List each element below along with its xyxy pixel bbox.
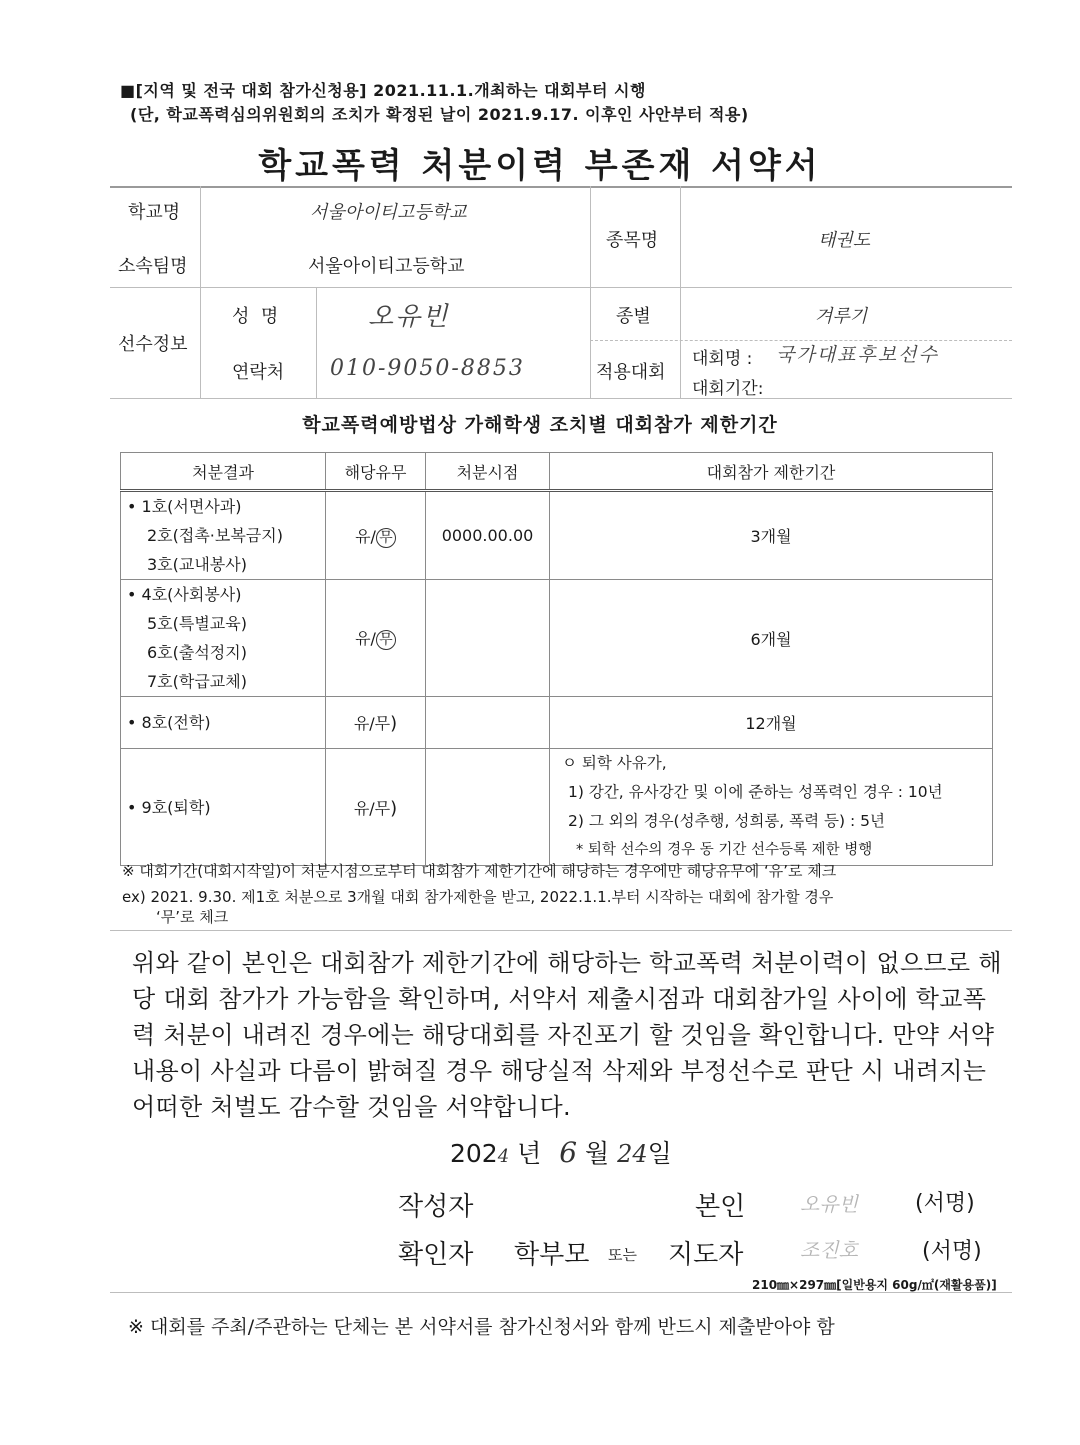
school-value: 서울아이티고등학교 <box>310 202 467 223</box>
measure-cell: • 9호(퇴학) <box>121 749 326 866</box>
checked-no-mark: 무 <box>376 528 396 548</box>
measure-item: 7호(학급교체) <box>147 672 247 691</box>
table-caption: 학교폭력예방법상 가해학생 조치별 대회참가 제한기간 <box>302 414 778 436</box>
applicable-cell[interactable]: 유/무) <box>326 749 426 866</box>
period-cell: 12개월 <box>550 697 993 749</box>
info-vline-2 <box>590 186 591 398</box>
notice-line: ■[지역 및 전국 대회 참가신청용] 2021.11.1.개최하는 대회부터 시행 <box>120 81 646 100</box>
check-no: 무 <box>374 714 391 733</box>
confirm-label: 확인자 <box>398 1240 474 1270</box>
note-2: ex) 2021. 9.30. 제1호 처분으로 3개월 대회 참가제한을 받고, 2022.1.1.부터 시작하는 대회에 참가할 경우 <box>122 888 834 906</box>
restriction-table <box>120 452 993 866</box>
team-label: 소속팀명 <box>118 256 188 277</box>
col-header-period: 대회참가 제한기간 <box>550 453 993 491</box>
col-header-applicable: 해당유무 <box>326 453 426 491</box>
applicable-cell[interactable] <box>326 580 426 697</box>
competition-name-value: 국가대표후보선수 <box>776 344 939 366</box>
notice-subline: (단, 학교폭력심의위원회의 조치가 확정된 날이 2021.9.17. 이후인 사안부터 적용) <box>130 105 749 124</box>
notes-divider <box>110 930 1012 931</box>
event-value: 태권도 <box>818 230 871 251</box>
date-cell <box>426 580 550 697</box>
measure-cell: • 4호(사회봉사) 5호(특별교육) 6호(출석정지) 7호(학급교체) <box>121 580 326 697</box>
measure-cell: • 8호(전학) <box>121 697 326 749</box>
info-vline-1 <box>200 186 201 398</box>
note-1: ※ 대회기간(대회시작일)이 처분시점으로부터 대회참가 제한기간에 해당하는 경우에만 해당유무에 ‘유’로 체크 <box>122 862 837 880</box>
self-signature: 오유빈 <box>800 1192 858 1216</box>
period-line: * 퇴학 선수의 경우 동 기간 선수등록 제한 병행 <box>576 842 873 858</box>
measure-item: 9호(퇴학) <box>141 797 211 817</box>
year-digit: 4 <box>497 1146 510 1167</box>
measure-item: 8호(전학) <box>141 713 211 732</box>
period-line: ㅇ 퇴학 사유가, <box>562 754 667 772</box>
info-mid-border <box>110 287 1012 288</box>
date-cell <box>426 697 550 749</box>
coach-label: 지도자 <box>668 1240 744 1270</box>
check-yes: 유/ <box>355 526 376 546</box>
competition-period-label: 대회기간: <box>692 379 764 399</box>
measure-item: 5호(특별교육) <box>147 614 247 633</box>
period-cell: 6개월 <box>550 580 993 697</box>
checked-no-mark: 무 <box>376 630 396 650</box>
document-title: 학교폭력 처분이력 부존재 서약서 <box>258 146 822 186</box>
measure-item: 2호(접촉·보복금지) <box>147 526 283 545</box>
table-row <box>121 580 993 697</box>
table-row <box>121 697 993 749</box>
coach-signature: 조진호 <box>800 1238 858 1262</box>
measure-item: 6호(출석정지) <box>147 643 247 662</box>
name-value: 오유빈 <box>368 302 450 332</box>
info-vline-4 <box>316 287 317 398</box>
month-label: 월 <box>585 1139 610 1168</box>
measure-item: 3호(교내봉사) <box>147 555 247 574</box>
col-header-date: 처분시점 <box>426 453 550 491</box>
pledge-text: 위와 같이 본인은 대회참가 제한기간에 해당하는 학교폭력 처분이력이 없으므로 해당 대회 참가가 가능함을 확인하며, 서약서 제출시점과 대회참가일 사이에 학교폭력 처분이 내려진 경우에는 해당대회를 자진포기 할 것임을 확인합니다. 만약 서약내용이 사실과 다름이 밝혀질 경우 해당실적 삭제와 부정선수로 판단 시 내려지는 어떠한 처벌도 감수할 것임을 서약합니다. <box>132 949 1002 1121</box>
date-cell <box>426 749 550 866</box>
team-value: 서울아이티고등학교 <box>308 256 465 277</box>
measure-item: 1호(서면사과) <box>141 497 242 516</box>
category-label: 종별 <box>616 306 651 327</box>
category-value: 겨루기 <box>815 306 868 327</box>
period-cell <box>550 749 993 866</box>
check-yes: 유/ <box>353 714 375 733</box>
period-line: 2) 그 외의 경우(성추행, 성희롱, 폭력 등) : 5년 <box>568 812 885 830</box>
table-row <box>121 491 993 580</box>
date-cell: 0000.00.00 <box>426 491 550 580</box>
year-prefix: 202 <box>450 1139 498 1168</box>
contact-label: 연락처 <box>232 362 285 383</box>
competition-name-label: 대회명 : <box>692 349 753 369</box>
period-line: 1) 강간, 유사강간 및 이에 준하는 성폭력인 경우 : 10년 <box>568 783 943 801</box>
month-value: 6 <box>559 1136 578 1169</box>
day-value: 24 <box>617 1140 648 1168</box>
name-label: 성 명 <box>232 306 279 327</box>
footer-note: ※ 대회를 주최/주관하는 단체는 본 서약서를 참가신청서와 함께 반드시 제출받아야 함 <box>128 1316 835 1338</box>
school-label: 학교명 <box>128 202 181 223</box>
year-label: 년 <box>517 1139 542 1168</box>
paper-spec: 210㎜×297㎜[일반용지 60g/㎡(재활용품)] <box>752 1278 997 1292</box>
note-3: ‘무’로 체크 <box>156 908 229 926</box>
check-yes: 유/ <box>353 798 375 818</box>
measure-item: 4호(사회봉사) <box>141 585 242 604</box>
check-no: 무 <box>374 798 391 818</box>
period-cell: 3개월 <box>550 491 993 580</box>
check-yes: 유/ <box>355 629 376 648</box>
info-vline-3 <box>680 186 681 398</box>
info-top-border <box>110 186 1012 188</box>
or-label: 또는 <box>608 1246 637 1264</box>
applicable-cell[interactable]: 유/무) <box>326 697 426 749</box>
info-bottom-border <box>110 398 1012 399</box>
table-row <box>121 749 993 866</box>
pledge-date <box>450 1134 672 1170</box>
self-label: 본인 <box>695 1192 746 1222</box>
contact-value: 010-9050-8853 <box>330 356 525 381</box>
measure-cell: • 1호(서면사과) 2호(접촉·보복금지) 3호(교내봉사) <box>121 491 326 580</box>
col-header-result: 처분결과 <box>121 453 326 491</box>
parent-label: 학부모 <box>514 1240 590 1270</box>
competition-label: 적용대회 <box>596 362 666 383</box>
footer-divider <box>110 1292 1012 1293</box>
event-label: 종목명 <box>606 230 659 251</box>
applicable-cell[interactable] <box>326 491 426 580</box>
day-label: 일 <box>647 1139 672 1168</box>
seal-1: (서명) <box>915 1191 975 1216</box>
author-label: 작성자 <box>398 1192 474 1222</box>
seal-2: (서명) <box>922 1239 982 1264</box>
player-info-label: 선수정보 <box>118 334 188 355</box>
